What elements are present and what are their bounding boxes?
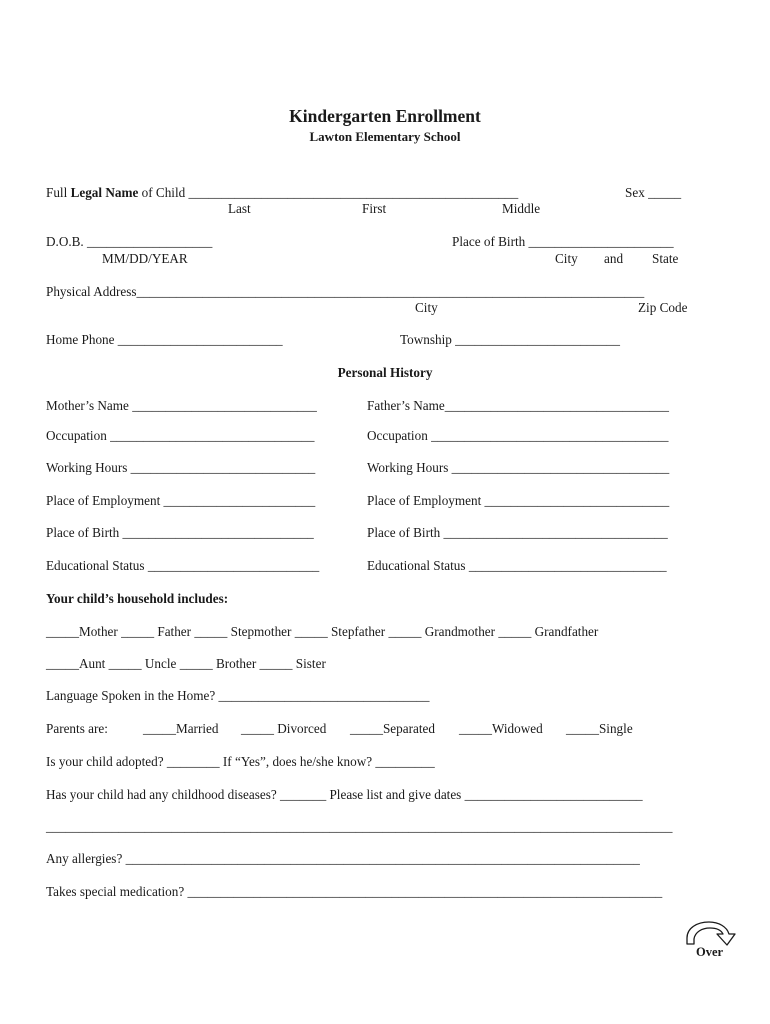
mother-working-hours-field[interactable]: Working Hours ____________________________ xyxy=(46,460,316,475)
mother-employment-field[interactable]: Place of Employment _______________________ xyxy=(46,493,316,508)
father-birthplace-field[interactable]: Place of Birth __________________________________ xyxy=(367,525,668,540)
township-field[interactable]: Township _________________________ xyxy=(400,332,620,347)
place-of-birth-field[interactable]: Place of Birth ______________________ xyxy=(452,234,674,249)
label-address-city: City xyxy=(415,300,438,315)
form-title: Kindergarten Enrollment xyxy=(289,106,481,126)
medication-field[interactable]: Takes special medication? ________________________________________________________________________ xyxy=(46,884,663,899)
sex-field[interactable]: Sex _____ xyxy=(625,185,682,200)
mother-birthplace-field[interactable]: Place of Birth _____________________________ xyxy=(46,525,314,540)
dob-field[interactable]: D.O.B. ___________________ xyxy=(46,234,213,249)
father-working-hours-field[interactable]: Working Hours _________________________________ xyxy=(367,460,670,475)
parents-divorced-option[interactable]: _____ Divorced xyxy=(241,721,327,736)
mother-education-field[interactable]: Educational Status __________________________ xyxy=(46,558,320,573)
parents-label: Parents are: xyxy=(46,721,108,736)
father-occupation-field[interactable]: Occupation ____________________________________ xyxy=(367,428,669,443)
label-middle: Middle xyxy=(502,201,541,216)
household-line-2[interactable]: _____Aunt _____ Uncle _____ Brother _____ Sister xyxy=(46,656,326,671)
label-last: Last xyxy=(228,201,251,216)
father-name-field[interactable]: Father’s Name__________________________________ xyxy=(367,398,669,413)
child-name-field[interactable] xyxy=(46,185,518,201)
diseases-continuation-line[interactable]: _______________________________________________________________________________________________ xyxy=(46,819,673,834)
parents-separated-option[interactable]: _____Separated xyxy=(350,721,435,736)
mother-occupation-field[interactable]: Occupation _______________________________ xyxy=(46,428,315,443)
allergies-field[interactable]: Any allergies? ______________________________________________________________________________ xyxy=(46,851,640,866)
school-name: Lawton Elementary School xyxy=(309,129,461,144)
label-pob-city: City xyxy=(555,251,578,266)
label-pob-and: and xyxy=(604,251,624,266)
child-name-prefix: Full xyxy=(46,185,71,200)
over-label: Over xyxy=(696,945,724,959)
adopted-field[interactable]: Is your child adopted? ________ If “Yes”, does he/she know? _________ xyxy=(46,754,435,769)
household-heading: Your child’s household includes: xyxy=(46,591,229,606)
parents-married-option[interactable]: _____Married xyxy=(143,721,219,736)
physical-address-field[interactable]: Physical Address_____________________________________________________________________________ xyxy=(46,284,645,299)
personal-history-heading: Personal History xyxy=(337,365,433,380)
child-name-line: of Child __________________________________________________ xyxy=(138,185,519,200)
label-pob-state: State xyxy=(652,251,679,266)
label-zip-code: Zip Code xyxy=(638,300,688,315)
household-line-1[interactable]: _____Mother _____ Father _____ Stepmother _____ Stepfather _____ Grandmother _____ Grandfather xyxy=(46,624,599,639)
language-field[interactable]: Language Spoken in the Home? ________________________________ xyxy=(46,688,430,703)
father-education-field[interactable]: Educational Status ______________________________ xyxy=(367,558,667,573)
dob-format-label: MM/DD/YEAR xyxy=(102,251,188,266)
label-first: First xyxy=(362,201,387,216)
home-phone-field[interactable]: Home Phone _________________________ xyxy=(46,332,283,347)
parents-widowed-option[interactable]: _____Widowed xyxy=(459,721,543,736)
diseases-field[interactable]: Has your child had any childhood diseases? _______ Please list and give dates ___________________________ xyxy=(46,787,643,802)
father-employment-field[interactable]: Place of Employment ____________________________ xyxy=(367,493,670,508)
parents-single-option[interactable]: _____Single xyxy=(566,721,633,736)
child-name-bold: Legal Name xyxy=(70,185,139,200)
mother-name-field[interactable]: Mother’s Name ____________________________ xyxy=(46,398,317,413)
